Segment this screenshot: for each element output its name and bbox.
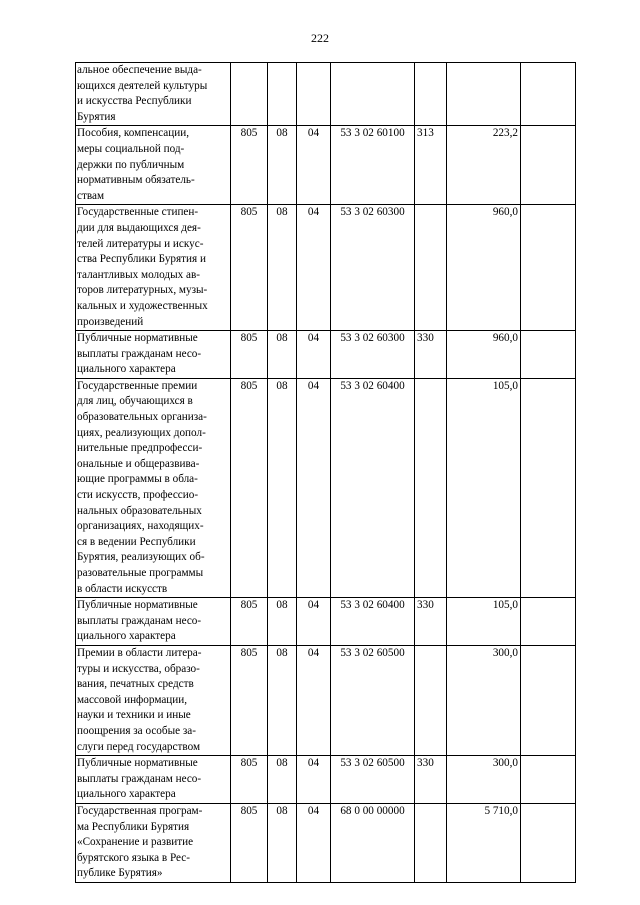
section-code-cell: 08 <box>268 756 297 804</box>
empty-cell <box>521 126 576 205</box>
expense-type-cell: 330 <box>415 756 447 804</box>
department-code-cell: 805 <box>231 331 268 379</box>
expense-type-cell: 330 <box>415 598 447 646</box>
subsection-code-cell: 04 <box>297 331 331 379</box>
department-code-cell: 805 <box>231 645 268 755</box>
amount-cell: 960,0 <box>447 205 521 331</box>
target-article-cell: 53 3 02 60300 <box>331 205 415 331</box>
target-article-cell: 53 3 02 60300 <box>331 331 415 379</box>
table-row <box>76 126 576 205</box>
table-row <box>76 803 576 882</box>
table-row <box>76 645 576 755</box>
department-code-cell: 805 <box>231 126 268 205</box>
item-name-cell: Государственная програм- ма Республики Бурятия «Сохранение и развитие бурятского языка в Рес- публике Бурятия» <box>76 803 231 882</box>
item-name-cell: Государственные премии для лиц, обучающихся в образовательных организа- циях, реализующих допол- нительные предпрофесси- ональные и общеразвива- ющие программы в обла- сти искусств, профессио- нальных образовательных организациях, находящих- ся в ведении Республики Бурятия, реализующих об- разовательные программы в области искусств <box>76 378 231 597</box>
subsection-code-cell: 04 <box>297 126 331 205</box>
section-code-cell: 08 <box>268 645 297 755</box>
expense-type-cell <box>415 645 447 755</box>
empty-cell <box>521 598 576 646</box>
table-row <box>76 598 576 646</box>
department-code-cell <box>231 63 268 126</box>
amount-cell <box>447 63 521 126</box>
department-code-cell: 805 <box>231 803 268 882</box>
amount-cell: 105,0 <box>447 378 521 597</box>
amount-cell: 105,0 <box>447 598 521 646</box>
target-article-cell: 68 0 00 00000 <box>331 803 415 882</box>
subsection-code-cell: 04 <box>297 803 331 882</box>
section-code-cell: 08 <box>268 803 297 882</box>
department-code-cell: 805 <box>231 205 268 331</box>
subsection-code-cell: 04 <box>297 756 331 804</box>
item-name-cell: Публичные нормативные выплаты гражданам несо- циального характера <box>76 756 231 804</box>
item-name-cell: Публичные нормативные выплаты гражданам несо- циального характера <box>76 331 231 379</box>
empty-cell <box>521 331 576 379</box>
expense-type-cell <box>415 205 447 331</box>
item-name-cell: альное обеспечение выда- ющихся деятелей культуры и искусства Республики Бурятия <box>76 63 231 126</box>
page-number: 222 <box>311 31 329 45</box>
section-code-cell <box>268 63 297 126</box>
expense-type-cell <box>415 63 447 126</box>
budget-table <box>75 62 576 883</box>
expense-type-cell: 330 <box>415 331 447 379</box>
target-article-cell <box>331 63 415 126</box>
table-row <box>76 378 576 597</box>
target-article-cell: 53 3 02 60500 <box>331 756 415 804</box>
subsection-code-cell <box>297 63 331 126</box>
department-code-cell: 805 <box>231 378 268 597</box>
table-row <box>76 63 576 126</box>
item-name-cell: Публичные нормативные выплаты гражданам несо- циального характера <box>76 598 231 646</box>
budget-table-body <box>76 63 576 883</box>
amount-cell: 300,0 <box>447 756 521 804</box>
table-row <box>76 331 576 379</box>
empty-cell <box>521 756 576 804</box>
department-code-cell: 805 <box>231 756 268 804</box>
empty-cell <box>521 378 576 597</box>
subsection-code-cell: 04 <box>297 598 331 646</box>
table-row <box>76 756 576 804</box>
empty-cell <box>521 63 576 126</box>
section-code-cell: 08 <box>268 331 297 379</box>
item-name-cell: Премии в области литера- туры и искусства, образо- вания, печатных средств массовой информации, науки и техники и иные поощрения за особые за- слуги перед государством <box>76 645 231 755</box>
section-code-cell: 08 <box>268 598 297 646</box>
expense-type-cell <box>415 803 447 882</box>
target-article-cell: 53 3 02 60500 <box>331 645 415 755</box>
item-name-cell: Государственные стипен- дии для выдающихся дея- телей литературы и искус- ства Республики Бурятия и талантливых молодых ав- торов литературных, музы- кальных и художественных произведений <box>76 205 231 331</box>
subsection-code-cell: 04 <box>297 378 331 597</box>
amount-cell: 5 710,0 <box>447 803 521 882</box>
department-code-cell: 805 <box>231 598 268 646</box>
amount-cell: 300,0 <box>447 645 521 755</box>
section-code-cell: 08 <box>268 378 297 597</box>
subsection-code-cell: 04 <box>297 645 331 755</box>
expense-type-cell: 313 <box>415 126 447 205</box>
empty-cell <box>521 803 576 882</box>
target-article-cell: 53 3 02 60100 <box>331 126 415 205</box>
section-code-cell: 08 <box>268 126 297 205</box>
amount-cell: 223,2 <box>447 126 521 205</box>
amount-cell: 960,0 <box>447 331 521 379</box>
empty-cell <box>521 205 576 331</box>
subsection-code-cell: 04 <box>297 205 331 331</box>
expense-type-cell <box>415 378 447 597</box>
empty-cell <box>521 645 576 755</box>
table-row <box>76 205 576 331</box>
item-name-cell: Пособия, компенсации, меры социальной под- держки по публичным нормативным обязатель- ствам <box>76 126 231 205</box>
target-article-cell: 53 3 02 60400 <box>331 598 415 646</box>
target-article-cell: 53 3 02 60400 <box>331 378 415 597</box>
section-code-cell: 08 <box>268 205 297 331</box>
